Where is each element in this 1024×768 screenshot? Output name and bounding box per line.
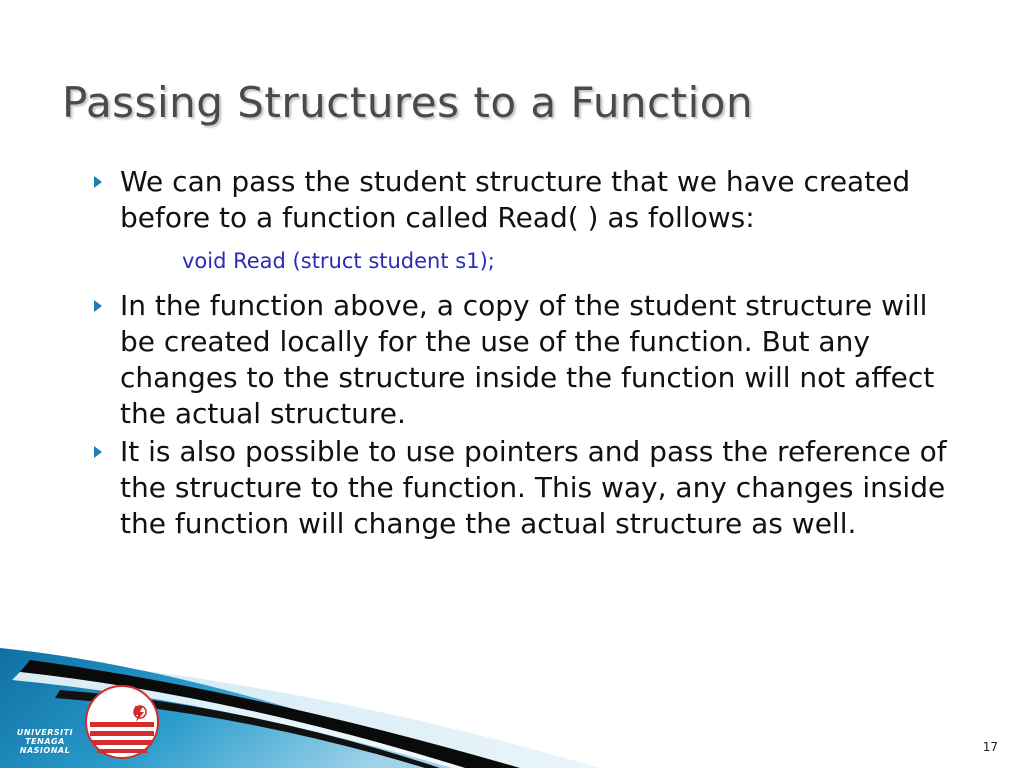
bullet-text: In the function above, a copy of the student structure will be created locally for the use of the function. But any changes to the structure inside the function will not affect the actual structure. (120, 289, 935, 430)
slide-title: Passing Structures to a Function (62, 78, 754, 127)
logo-line: UNIVERSITI (16, 728, 74, 737)
page-number: 17 (982, 740, 998, 754)
logo-line: TENAGA (25, 737, 65, 746)
code-snippet: void Read (struct student s1); (182, 249, 495, 273)
bullet-text: We can pass the student structure that we have created before to a function called Read( ) as follows: (120, 165, 911, 234)
bullet-text: It is also possible to use pointers and pass the reference of the structure to the function. This way, any changes inside the function will change the actual structure as well. (120, 435, 947, 540)
logo-line: NASIONAL (19, 746, 71, 755)
university-logo-icon (86, 686, 158, 758)
university-logo-text (2, 728, 88, 755)
